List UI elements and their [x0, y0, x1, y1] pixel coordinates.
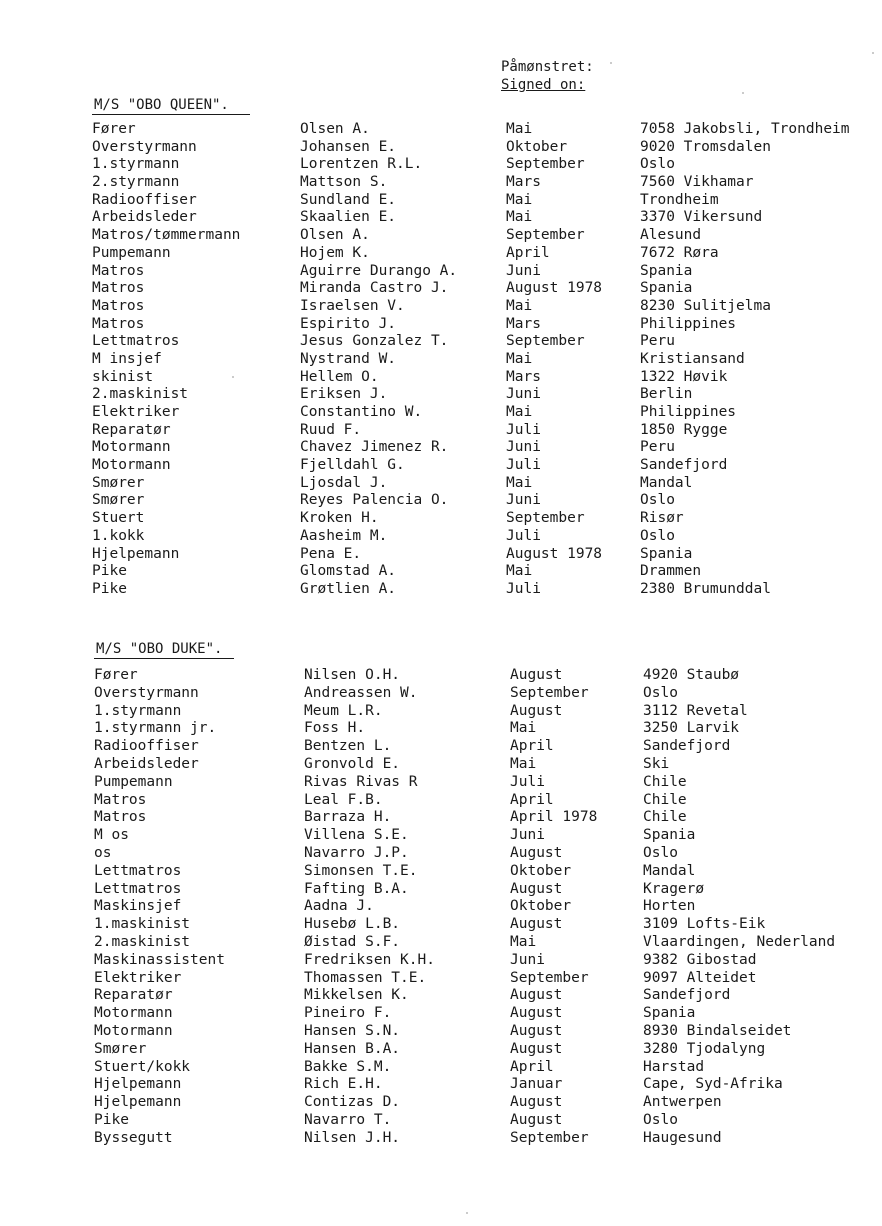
crew-role: Pike	[92, 580, 127, 597]
crew-signed-on-month: August	[510, 1094, 563, 1111]
crew-name: Miranda Castro J.	[300, 280, 449, 297]
crew-home-place: 7058 Jakobsli, Trondheim	[640, 121, 850, 137]
crew-row	[94, 792, 882, 810]
crew-signed-on-month: September	[506, 333, 585, 350]
crew-signed-on-month: Oktober	[510, 862, 572, 879]
crew-signed-on-month: Mai	[506, 350, 533, 367]
crew-home-place: Spania	[640, 262, 693, 279]
crew-list	[92, 121, 882, 599]
crew-name: Navarro J.P.	[304, 844, 409, 861]
crew-row	[92, 369, 882, 387]
crew-home-place: Mandal	[643, 862, 696, 879]
crew-name: Contizas D.	[304, 1094, 401, 1111]
crew-signed-on-month: September	[510, 1129, 589, 1146]
crew-row	[92, 121, 882, 139]
crew-name: Barraza H.	[304, 809, 392, 826]
crew-signed-on-month: Mai	[510, 933, 537, 950]
crew-name: Gronvold E.	[304, 755, 401, 772]
crew-signed-on-month: September	[506, 510, 585, 527]
crew-role: Reparatør	[94, 987, 173, 1004]
crew-name: Nilsen J.H.	[304, 1129, 401, 1146]
crew-role: Elektriker	[94, 969, 182, 986]
crew-signed-on-month: August	[510, 1005, 563, 1022]
crew-role: Stuert	[92, 510, 145, 527]
crew-row	[92, 457, 882, 475]
crew-role: Elektriker	[92, 404, 180, 420]
crew-signed-on-month: Mai	[510, 755, 537, 772]
scan-speck	[610, 62, 612, 64]
crew-role: Lettmatros	[94, 880, 182, 897]
crew-name: Øistad S.F.	[304, 933, 401, 950]
crew-signed-on-month: April 1978	[510, 809, 598, 826]
crew-home-place: Oslo	[643, 844, 678, 861]
crew-name: Ruud F.	[300, 421, 362, 438]
crew-name: Hellem O.	[300, 368, 379, 385]
crew-row	[94, 1005, 882, 1023]
crew-signed-on-month: Juni	[506, 439, 541, 456]
crew-home-place: 9382 Gibostad	[643, 951, 757, 968]
crew-role: 1.styrmann	[92, 156, 180, 173]
crew-role: Fører	[92, 121, 136, 137]
crew-signed-on-month: Juni	[506, 492, 541, 509]
crew-home-place: 3109 Lofts-Eik	[643, 916, 766, 933]
ship-section-obo-queen	[92, 96, 882, 599]
crew-role: Smører	[92, 492, 145, 509]
crew-name: Foss H.	[304, 720, 366, 737]
crew-role: Motormann	[92, 457, 171, 474]
crew-name: Ljosdal J.	[300, 474, 388, 491]
crew-signed-on-month: Juli	[510, 773, 545, 790]
crew-name: Andreassen W.	[304, 684, 418, 701]
crew-home-place: Alesund	[640, 227, 702, 244]
crew-role: Matros/tømmermann	[92, 227, 241, 244]
crew-role: M os	[94, 827, 129, 844]
crew-row	[94, 881, 882, 899]
signed-on-header-english: Signed on:	[501, 77, 586, 93]
crew-name: Grøtlien A.	[300, 580, 397, 597]
crew-home-place: Spania	[640, 280, 693, 297]
crew-row	[94, 774, 882, 792]
crew-name: Navarro T.	[304, 1111, 392, 1128]
crew-role: 2.maskinist	[94, 933, 191, 950]
crew-role: Pumpemann	[92, 244, 171, 261]
crew-row	[92, 581, 882, 599]
crew-signed-on-month: Mai	[506, 474, 533, 491]
crew-signed-on-month: Mai	[506, 121, 533, 137]
crew-name: Thomassen T.E.	[304, 969, 427, 986]
crew-home-place: 1850 Rygge	[640, 421, 728, 438]
crew-name: Pena E.	[300, 545, 362, 562]
crew-signed-on-month: September	[506, 156, 585, 173]
crew-signed-on-month: Juni	[510, 951, 545, 968]
crew-home-place: 1322 Høvik	[640, 368, 728, 385]
crew-signed-on-month: Juni	[506, 386, 541, 403]
crew-row	[94, 720, 882, 738]
crew-home-place: Peru	[640, 439, 675, 456]
crew-role: Pumpemann	[94, 773, 173, 790]
crew-row	[92, 174, 882, 192]
crew-signed-on-month: Juli	[506, 527, 541, 544]
crew-role: Matros	[92, 280, 145, 297]
crew-signed-on-month: August	[510, 987, 563, 1004]
scan-speck	[742, 92, 744, 94]
crew-signed-on-month: Mai	[506, 404, 533, 420]
crew-role: Arbeidsleder	[92, 209, 197, 226]
crew-signed-on-month: Juli	[506, 421, 541, 438]
crew-signed-on-month: Juni	[506, 262, 541, 279]
crew-row	[92, 528, 882, 546]
crew-name: Israelsen V.	[300, 297, 405, 314]
crew-list	[94, 667, 882, 1148]
crew-home-place: Sandefjord	[643, 738, 731, 755]
crew-home-place: Trondheim	[640, 191, 719, 208]
crew-home-place: 3112 Revetal	[643, 702, 748, 719]
crew-row	[92, 316, 882, 334]
crew-home-place: Spania	[640, 545, 693, 562]
crew-home-place: Chile	[643, 791, 687, 808]
crew-name: Espirito J.	[300, 315, 397, 332]
crew-role: Hjelpemann	[92, 545, 180, 562]
crew-name: Aadna J.	[304, 898, 374, 915]
crew-row	[94, 667, 882, 685]
crew-row	[92, 351, 882, 369]
crew-signed-on-month: Oktober	[510, 898, 572, 915]
crew-home-place: 9020 Tromsdalen	[640, 138, 771, 155]
crew-signed-on-month: Mai	[506, 297, 533, 314]
crew-home-place: Chile	[643, 809, 687, 826]
scan-speck	[872, 52, 874, 54]
crew-home-place: 3280 Tjodalyng	[643, 1040, 766, 1057]
crew-role: Matros	[92, 297, 145, 314]
crew-home-place: Kragerø	[643, 880, 705, 897]
crew-signed-on-month: August	[510, 844, 563, 861]
crew-row	[94, 970, 882, 988]
crew-signed-on-month: April	[510, 1058, 554, 1075]
crew-home-place: Oslo	[640, 492, 675, 509]
crew-signed-on-month: August	[510, 916, 563, 933]
crew-name: Skaalien E.	[300, 209, 397, 226]
crew-row	[94, 916, 882, 934]
crew-role: Matros	[92, 262, 145, 279]
crew-name: Glomstad A.	[300, 563, 397, 580]
crew-home-place: 2380 Brumunddal	[640, 580, 771, 597]
crew-role: Arbeidsleder	[94, 755, 199, 772]
crew-role: Radiooffiser	[92, 191, 197, 208]
crew-signed-on-month: September	[510, 684, 589, 701]
crew-name: Olsen A.	[300, 227, 370, 244]
crew-role: Fører	[94, 667, 138, 683]
crew-row	[92, 563, 882, 581]
crew-signed-on-month: Mai	[510, 720, 537, 737]
crew-name: Fredriksen K.H.	[304, 951, 435, 968]
crew-row	[92, 439, 882, 457]
crew-home-place: Oslo	[643, 684, 678, 701]
crew-name: Mikkelsen K.	[304, 987, 409, 1004]
crew-role: 1.styrmann jr.	[94, 720, 217, 737]
crew-home-place: Mandal	[640, 474, 693, 491]
crew-row	[94, 934, 882, 952]
crew-row	[92, 280, 882, 298]
crew-role: Maskinassistent	[94, 951, 225, 968]
crew-role: 2.maskinist	[92, 386, 189, 403]
crew-role: Byssegutt	[94, 1129, 173, 1146]
crew-signed-on-month: Oktober	[506, 138, 568, 155]
crew-role: Pike	[94, 1111, 129, 1128]
crew-row	[92, 422, 882, 440]
crew-signed-on-month: April	[506, 244, 550, 261]
crew-row	[92, 227, 882, 245]
crew-home-place: Spania	[643, 827, 696, 844]
crew-row	[94, 952, 882, 970]
crew-signed-on-month: August 1978	[506, 545, 603, 562]
crew-signed-on-month: August 1978	[506, 280, 603, 297]
crew-row	[94, 1059, 882, 1077]
crew-name: Olsen A.	[300, 121, 370, 137]
crew-name: Pineiro F.	[304, 1005, 392, 1022]
crew-row	[92, 404, 882, 422]
crew-signed-on-month: August	[510, 702, 563, 719]
crew-home-place: Kristiansand	[640, 350, 745, 367]
scan-speck	[466, 1212, 468, 1214]
crew-home-place: Harstad	[643, 1058, 705, 1075]
crew-name: Aguirre Durango A.	[300, 262, 458, 279]
signed-on-header-norwegian: Påmønstret:	[501, 59, 594, 75]
crew-home-place: Berlin	[640, 386, 693, 403]
crew-name: Meum L.R.	[304, 702, 383, 719]
crew-name: Rivas Rivas R	[304, 773, 418, 790]
crew-name: Lorentzen R.L.	[300, 156, 423, 173]
crew-row	[92, 209, 882, 227]
crew-home-place: Peru	[640, 333, 675, 350]
crew-row	[94, 1041, 882, 1059]
crew-name: Constantino W.	[300, 404, 423, 420]
crew-signed-on-month: Januar	[510, 1076, 563, 1093]
crew-row	[92, 546, 882, 564]
crew-signed-on-month: Mai	[506, 191, 533, 208]
crew-role: Lettmatros	[92, 333, 180, 350]
crew-row	[92, 298, 882, 316]
crew-row	[92, 510, 882, 528]
crew-name: Nilsen O.H.	[304, 667, 401, 683]
crew-home-place: Sandefjord	[643, 987, 731, 1004]
crew-name: Jesus Gonzalez T.	[300, 333, 449, 350]
crew-name: Sundland E.	[300, 191, 397, 208]
crew-row	[94, 809, 882, 827]
crew-home-place: 3370 Vikersund	[640, 209, 763, 226]
crew-signed-on-month: August	[510, 1111, 563, 1128]
crew-home-place: 3250 Larvik	[643, 720, 740, 737]
crew-home-place: Cape, Syd-Afrika	[643, 1076, 783, 1093]
crew-role: M insjef	[92, 350, 162, 367]
crew-role: 1.styrmann	[94, 702, 182, 719]
crew-row	[94, 827, 882, 845]
crew-row	[94, 845, 882, 863]
crew-signed-on-month: Juli	[506, 457, 541, 474]
crew-home-place: Ski	[643, 755, 670, 772]
crew-home-place: Oslo	[640, 527, 675, 544]
crew-signed-on-month: Mai	[506, 563, 533, 580]
crew-home-place: Oslo	[640, 156, 675, 173]
crew-row	[92, 333, 882, 351]
crew-name: Reyes Palencia O.	[300, 492, 449, 509]
crew-signed-on-month: Mars	[506, 315, 541, 332]
crew-home-place: 9097 Alteidet	[643, 969, 757, 986]
crew-name: Bentzen L.	[304, 738, 392, 755]
crew-signed-on-month: April	[510, 791, 554, 808]
crew-signed-on-month: September	[510, 969, 589, 986]
crew-home-place: Vlaardingen, Nederland	[643, 933, 836, 950]
crew-name: Hansen S.N.	[304, 1022, 401, 1039]
crew-name: Leal F.B.	[304, 791, 383, 808]
crew-role: Radiooffiser	[94, 738, 199, 755]
crew-name: Mattson S.	[300, 174, 388, 191]
crew-row	[92, 386, 882, 404]
crew-home-place: 4920 Staubø	[643, 667, 740, 683]
crew-row	[94, 1094, 882, 1112]
crew-signed-on-month: Juli	[506, 580, 541, 597]
ship-title: M/S "OBO DUKE".	[94, 640, 234, 659]
crew-name: Kroken H.	[300, 510, 379, 527]
crew-name: Nystrand W.	[300, 350, 397, 367]
crew-role: Smører	[94, 1040, 147, 1057]
crew-role: os	[94, 844, 112, 861]
crew-home-place: 7672 Røra	[640, 244, 719, 261]
crew-role: skinist	[92, 368, 154, 385]
crew-name: Johansen E.	[300, 138, 397, 155]
crew-home-place: Chile	[643, 773, 687, 790]
crew-signed-on-month: August	[510, 880, 563, 897]
crew-home-place: Risør	[640, 510, 684, 527]
crew-signed-on-month: April	[510, 738, 554, 755]
crew-home-place: Sandefjord	[640, 457, 728, 474]
crew-role: Overstyrmann	[94, 684, 199, 701]
crew-name: Hojem K.	[300, 244, 370, 261]
crew-role: Matros	[94, 791, 147, 808]
crew-home-place: Philippines	[640, 404, 737, 420]
crew-role: Motormann	[92, 439, 171, 456]
crew-role: Motormann	[94, 1005, 173, 1022]
crew-row	[94, 1023, 882, 1041]
crew-signed-on-month: Mai	[506, 209, 533, 226]
crew-row	[94, 1130, 882, 1148]
crew-row	[92, 156, 882, 174]
crew-home-place: Haugesund	[643, 1129, 722, 1146]
crew-home-place: Horten	[643, 898, 696, 915]
crew-row	[92, 245, 882, 263]
crew-role: Maskinsjef	[94, 898, 182, 915]
crew-row	[94, 1076, 882, 1094]
crew-name: Eriksen J.	[300, 386, 388, 403]
crew-row	[92, 139, 882, 157]
crew-name: Fafting B.A.	[304, 880, 409, 897]
crew-role: Pike	[92, 563, 127, 580]
crew-role: Smører	[92, 474, 145, 491]
scan-speck	[232, 376, 234, 378]
crew-row	[92, 475, 882, 493]
crew-signed-on-month: Mars	[506, 368, 541, 385]
crew-name: Husebø L.B.	[304, 916, 401, 933]
crew-row	[94, 1112, 882, 1130]
crew-row	[92, 263, 882, 281]
crew-signed-on-month: Juni	[510, 827, 545, 844]
crew-role: Matros	[94, 809, 147, 826]
crew-name: Fjelldahl G.	[300, 457, 405, 474]
crew-signed-on-month: Mars	[506, 174, 541, 191]
crew-name: Aasheim M.	[300, 527, 388, 544]
crew-signed-on-month: September	[506, 227, 585, 244]
crew-signed-on-month: August	[510, 1022, 563, 1039]
crew-signed-on-month: August	[510, 667, 563, 683]
crew-role: Reparatør	[92, 421, 171, 438]
crew-role: Stuert/kokk	[94, 1058, 191, 1075]
crew-role: 1.kokk	[92, 527, 145, 544]
crew-home-place: 7560 Vikhamar	[640, 174, 754, 191]
crew-row	[94, 863, 882, 881]
crew-row	[92, 492, 882, 510]
crew-home-place: 8930 Bindalseidet	[643, 1022, 792, 1039]
crew-row	[94, 987, 882, 1005]
crew-row	[94, 685, 882, 703]
ship-title: M/S "OBO QUEEN".	[92, 96, 250, 115]
crew-name: Hansen B.A.	[304, 1040, 401, 1057]
crew-row	[94, 756, 882, 774]
ship-section-obo-duke	[94, 640, 882, 1148]
crew-name: Villena S.E.	[304, 827, 409, 844]
crew-row	[92, 192, 882, 210]
crew-role: Hjelpemann	[94, 1094, 182, 1111]
crew-home-place: 8230 Sulitjelma	[640, 297, 771, 314]
crew-role: Matros	[92, 315, 145, 332]
crew-name: Chavez Jimenez R.	[300, 439, 449, 456]
crew-name: Simonsen T.E.	[304, 862, 418, 879]
crew-home-place: Drammen	[640, 563, 702, 580]
crew-role: 2.styrmann	[92, 174, 180, 191]
crew-home-place: Philippines	[640, 315, 737, 332]
crew-name: Rich E.H.	[304, 1076, 383, 1093]
crew-row	[94, 738, 882, 756]
crew-row	[94, 898, 882, 916]
crew-role: Motormann	[94, 1022, 173, 1039]
crew-row	[94, 703, 882, 721]
crew-role: Lettmatros	[94, 862, 182, 879]
crew-home-place: Oslo	[643, 1111, 678, 1128]
signed-on-column-header	[501, 58, 594, 94]
crew-home-place: Antwerpen	[643, 1094, 722, 1111]
crew-role: Hjelpemann	[94, 1076, 182, 1093]
crew-role: Overstyrmann	[92, 138, 197, 155]
crew-name: Bakke S.M.	[304, 1058, 392, 1075]
crew-home-place: Spania	[643, 1005, 696, 1022]
crew-signed-on-month: August	[510, 1040, 563, 1057]
crew-role: 1.maskinist	[94, 916, 191, 933]
